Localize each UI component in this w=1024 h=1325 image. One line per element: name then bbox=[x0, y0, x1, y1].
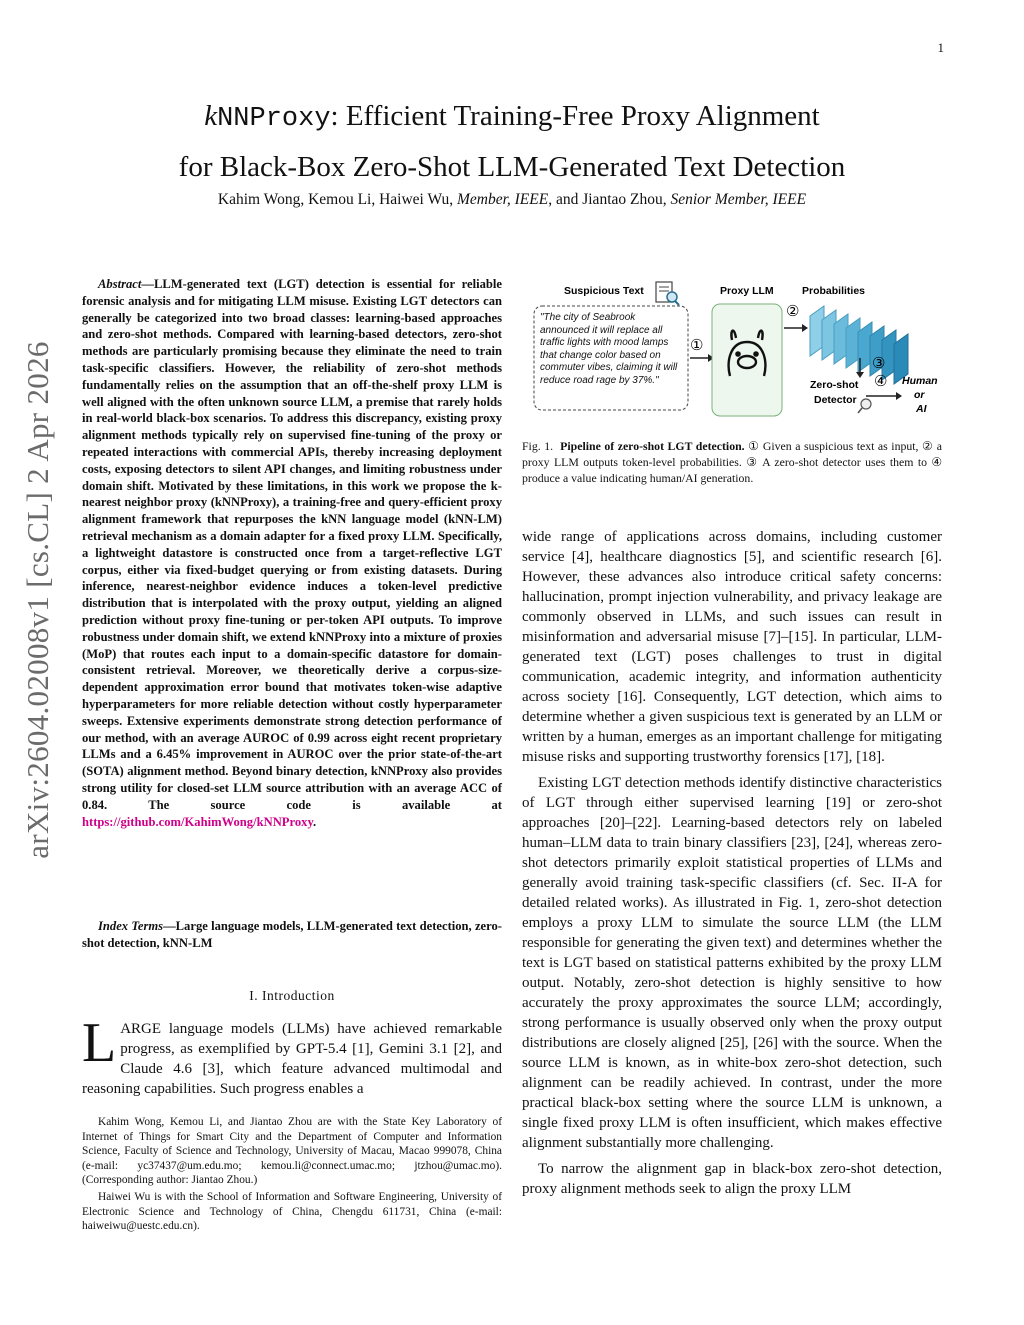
detector-label-1: Zero-shot bbox=[810, 379, 859, 391]
proxy-llm-label: Proxy LLM bbox=[720, 285, 774, 297]
abstract-text: —LLM-generated text (LGT) detection is essential for reliable forensic analysis and for mitigating LLM misuse. Existing LGT detectors can generally be categorized into two broad classes: learning-based approaches and zero-shot methods. Compared with learning-based detectors, zero-shot methods are particularly promising because they eliminate the need to train task-specific classifiers. However, the reliability of zero-shot methods fundamentally relies on the assumption that an off-the-shelf proxy LLM is well aligned with the often unknown source LLM, a premise that rarely holds in real-world black-box scenarios. To address this discrepancy, existing proxy alignment methods typically rely on supervised fine-tuning of the proxy or repeated interactions with commercial APIs, thereby increasing deployment costs, exposing detectors to silent API changes, and limiting robustness under domain shift. Motivated by these limitations, in this work we propose the k-nearest neighbor proxy (kNNProxy), a training-free and query-efficient proxy alignment framework that repurposes the kNN language model (kNN-LM) retrieval mechanism as a domain adapter for a fixed proxy LLM. Specifically, a lightweight datastore is constructed once from a target-reflective LGT corpus, either via fixed-budget querying or from existing datasets. During inference, nearest-neighbor evidence induces a token-level predictive distribution that is interpolated with the proxy output, yielding an aligned prediction without proxy fine-tuning or per-token API outputs. To improve robustness under domain shift, we extend kNNProxy into a mixture of proxies (MoP) that routes each input to a domain-specific datastore for domain-consistent retrieval. Moreover, we theoretically derive a corpus-size-dependent approximation error bound that motivates token-wise adaptive hyperparameters for more reliable detection without costly hyperparameter sweeps. Extensive experiments demonstrate strong detection performance of our method, with an average AUROC of 0.99 across eight recent proprietary LLMs and a 6.45% improvement in AUROC over the prior state-of-the-art (SOTA) alignment method. Beyond binary detection, kNNProxy also provides strong utility for closed-set LLM source attribution with an average ACC of 0.84. The source code is available at bbox=[82, 277, 502, 812]
source-code-link[interactable]: https://github.com/KahimWong/kNNProxy bbox=[82, 814, 314, 829]
detector-label-2: Detector bbox=[814, 394, 857, 406]
drop-cap: L bbox=[82, 1012, 117, 1074]
step-4: ④ bbox=[874, 374, 888, 390]
probabilities-label: Probabilities bbox=[802, 285, 866, 297]
quote-text: "The city of Seabrook announced it will replace all traffic lights with mood lamps that change color based on commuter vibes, claiming it will reduce road rage by 37%." bbox=[540, 312, 678, 386]
arrow-3-head bbox=[856, 372, 864, 378]
title-k: k bbox=[204, 100, 218, 132]
intro-paragraph bbox=[82, 1012, 502, 1099]
title-line-1 bbox=[80, 92, 944, 143]
footnote-affiliation-2: Haiwei Wu is with the School of Information and Software Engineering, University of Electronic Science and Technology of China, Chengdu 611731, China (e-mail: haiweiwu@uestc.edu.cn). bbox=[82, 1190, 502, 1233]
suspicious-text-label: Suspicious Text bbox=[564, 285, 644, 297]
proxy-llm-box bbox=[712, 304, 782, 416]
title-line1-rest: : Efficient Training-Free Proxy Alignment bbox=[330, 100, 820, 132]
arrow-4-head bbox=[896, 392, 902, 400]
step-2: ② bbox=[786, 304, 800, 320]
page-number: 1 bbox=[937, 40, 944, 55]
caption-text: ① Given a suspicious text as input, ② a proxy LLM outputs token-level probabilities. ③ A zero-shot detector uses them to ④ produce a value indicating human/AI generation. bbox=[522, 439, 942, 485]
title-mono: NNProxy bbox=[217, 104, 331, 134]
arxiv-stamp-text: arXiv:2604.02008v1 [cs.CL] 2 Apr 2026 bbox=[20, 341, 55, 859]
abstract bbox=[82, 276, 502, 830]
index-terms bbox=[82, 918, 502, 952]
caption-title: Pipeline of zero-shot LGT detection. bbox=[560, 439, 745, 453]
arxiv-stamp bbox=[18, 240, 58, 960]
author-footnote bbox=[82, 1115, 502, 1236]
ai-label: AI bbox=[916, 403, 927, 415]
arrow-2-head bbox=[802, 324, 808, 332]
or-label: or bbox=[914, 389, 925, 401]
step-3: ③ bbox=[872, 356, 886, 372]
section-heading: I. Introduction bbox=[249, 988, 335, 1003]
figure-caption bbox=[522, 438, 942, 486]
document-search-icon bbox=[656, 282, 679, 305]
right-column-body bbox=[522, 527, 942, 1205]
author-role-a: Member, IEEE bbox=[456, 191, 549, 208]
title-line-2: for Black-Box Zero-Shot LLM-Generated Text Detection bbox=[178, 151, 846, 183]
figure-1 bbox=[522, 276, 946, 424]
pipeline-diagram bbox=[522, 276, 946, 424]
index-terms-lead: Index Terms bbox=[98, 919, 164, 933]
caption-prefix: Fig. 1. bbox=[522, 439, 554, 453]
detector-magnifier-icon bbox=[858, 399, 871, 413]
author-list bbox=[80, 191, 944, 209]
author-role-b: Senior Member, IEEE bbox=[670, 191, 807, 208]
quote-text-box bbox=[540, 312, 684, 408]
step-1: ① bbox=[690, 338, 704, 354]
abstract-end: . bbox=[313, 814, 317, 829]
intro-text: ARGE language models (LLMs) have achieved remarkable progress, as exemplified by GPT-5.4 [1], Gemini 3.1 [2], and Claude 4.6 [3], which feature advanced multimodal and reasoning capabilities. Such progress enables a bbox=[82, 1021, 502, 1097]
authors-b: , and Jiantao Zhou, bbox=[548, 191, 671, 208]
index-terms-text: —Large language models, LLM-generated text detection, zero-shot detection, kNN-LM bbox=[82, 919, 502, 950]
paragraph-1: wide range of applications across domains, including customer service [4], healthcare diagnostics [5], and scientific research [6]. However, these advances also introduce critical safety concerns: hallucination, prompt injection vulnerability, and privacy leakage are commonly observed in LLMs, and such issues can result in misinformation and adversarial misuse [7]–[15]. In particular, LLM-generated text (LGT) poses challenges to trust in digital communication, academic integrity, and information authenticity across society [16]. Consequently, LGT detection, which aims to determine whether a given suspicious text is generated by an LLM or written by a human, emerges as an important challenge for mitigating misuse risks and supporting trustworthy forensics [17], [18]. bbox=[522, 529, 942, 765]
human-label: Human bbox=[902, 375, 938, 387]
paragraph-3: To narrow the alignment gap in black-box zero-shot detection, proxy alignment methods seek to align the proxy LLM bbox=[522, 1161, 942, 1197]
paragraph-2: Existing LGT detection methods identify distinctive characteristics of LGT through either supervised learning [19] or zero-shot approaches [20]–[22]. Learning-based detectors rely on labeled human–LLM data to train binary classifiers [23], [24], whereas zero-shot detectors primarily exploit statistical properties of LLMs and generally avoid training task-specific classifiers (cf. Sec. II-A for detailed related works). As illustrated in Fig. 1, zero-shot detection employs a proxy LLM to simulate the source LLM (the LLM responsible for generating the given text) and determines whether the text is LGT based on statistical patterns exhibited by the proxy LLM output. Notably, zero-shot detection is highly sensitive to how accurately the proxy approximates the source LLM; accordingly, strong performance is usually observed only when the proxy output distributions are closely aligned [25], [26] with the source. When the source LLM is known, as in white-box zero-shot detection, such alignment can be readily achieved. In contrast, under the more practical black-box setting where the source LLM is unknown, a single fixed proxy LLM is often insufficient, which makes effective alignment substantially more challenging. bbox=[522, 775, 942, 1151]
abstract-lead: Abstract bbox=[98, 277, 142, 291]
footnote-affiliation-1: Kahim Wong, Kemou Li, and Jiantao Zhou are with the State Key Laboratory of Internet of Things for Smart City and the Department of Computer and Information Science, Faculty of Science and Technology, University of Macau, Macao 999078, China (e-mail: yc37437@um.edu.mo; kemou.li@connect.umac.mo; jtzhou@umac.mo). (Corresponding author: Jiantao Zhou.) bbox=[82, 1116, 502, 1187]
authors-a: Kahim Wong, Kemou Li, Haiwei Wu, bbox=[217, 191, 457, 208]
paper-title bbox=[80, 92, 944, 191]
